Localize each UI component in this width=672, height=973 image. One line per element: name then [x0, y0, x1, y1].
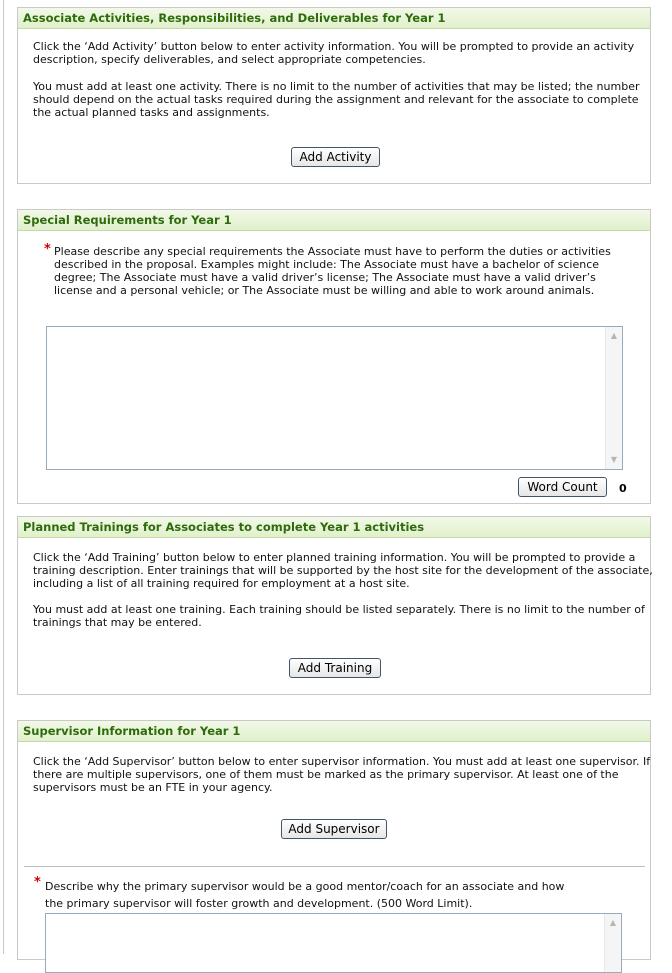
section-divider	[24, 866, 645, 867]
activities-requirements: You must add at least one activity. There is no limit to the number of activities that may be listed; the number should depend on the actual tasks required during the assignment and relevant for the associate to complete the actual planned tasks and assignments.	[33, 80, 640, 119]
add-training-button[interactable]: Add Training	[289, 658, 381, 678]
supervisor-mentor-prompt: Describe why the primary supervisor would be a good mentor/coach for an associate and how the primary supervisor will foster growth and development. (500 Word Limit).	[45, 880, 565, 910]
scroll-up-icon[interactable]: ▲	[609, 918, 617, 927]
word-count-value: 0	[619, 482, 627, 495]
activities-panel	[17, 7, 651, 184]
supervisor-instructions: Click the ‘Add Supervisor’ button below to enter supervisor information. You must add at least one supervisor. If there are multiple supervisors, one of them must be marked as the primary supervisor. At least one of the supervisors must be an FTE in your agency.	[33, 755, 651, 794]
supervisor-mentor-textarea[interactable]	[45, 913, 622, 973]
activities-instructions: Click the ‘Add Activity’ button below to enter activity information. You will be prompted to provide an activity description, specify deliverables, and select appropriate competencies.	[33, 40, 635, 66]
activities-header: Associate Activities, Responsibilities, and Deliverables for Year 1	[18, 8, 650, 29]
trainings-header: Planned Trainings for Associates to complete Year 1 activities	[18, 517, 650, 538]
add-activity-button[interactable]: Add Activity	[291, 147, 380, 167]
page-left-border	[3, 0, 4, 954]
supervisor-required-asterisk: *	[34, 875, 41, 890]
trainings-instructions: Click the ‘Add Training’ button below to enter planned training information. You will be prompted to provide a training description. Enter trainings that will be supported by the host site for the development of the associate, including a list of all training required for employment at a host site.	[33, 551, 653, 590]
supervisor-header: Supervisor Information for Year 1	[18, 721, 650, 742]
special-requirements-prompt: Please describe any special requirements the Associate must have to perform the duties or activities described in the proposal. Examples might include: The Associate must have a bachelor of science degree; The Associate must have a valid driver’s license; The Associate must have a valid driver’s license and a personal vehicle; or The Associate must be willing and able to work around animals.	[54, 245, 611, 297]
special-requirements-panel	[17, 209, 651, 504]
scroll-down-icon[interactable]: ▼	[610, 455, 618, 464]
supervisor-textarea-scrollbar[interactable]	[604, 914, 621, 972]
textarea-scrollbar[interactable]	[605, 327, 622, 469]
word-count-button[interactable]: Word Count	[518, 477, 607, 497]
trainings-requirements: You must add at least one training. Each training should be listed separately. There is no limit to the number of trainings that may be entered.	[33, 603, 645, 629]
required-asterisk: *	[44, 242, 51, 257]
special-requirements-header: Special Requirements for Year 1	[18, 210, 650, 231]
trainings-panel	[17, 516, 651, 695]
special-requirements-textarea[interactable]	[46, 326, 623, 470]
scroll-up-icon[interactable]: ▲	[610, 331, 618, 340]
add-supervisor-button[interactable]: Add Supervisor	[281, 819, 387, 839]
